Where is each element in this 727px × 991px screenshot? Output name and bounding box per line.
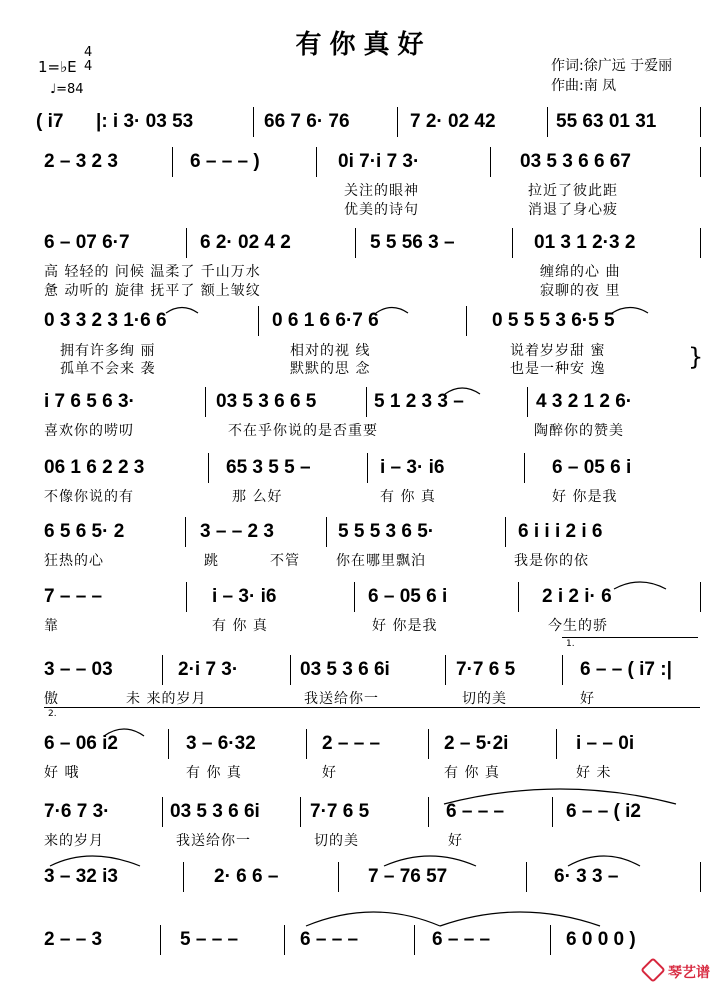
measure: 5 5 5 3 6 5· [338,521,435,542]
slur-arc [445,388,480,394]
lyric-line: 好 [580,691,595,707]
measure: 2 – 3 2 3 [44,151,118,172]
lyric-line: 好 [322,765,337,781]
measure: 6 i i i 2 i 6 [518,521,603,542]
measure: 3 – – 2 3 [200,521,274,542]
measure: 6 – 06 i2 [44,733,118,754]
lyric-line: 我送给你一 [176,833,251,849]
slur-arc [612,308,648,314]
slur-arc [444,789,676,804]
measure: 06 1 6 2 2 3 [44,457,145,478]
song-title: 有你真好 [295,30,432,60]
slur-arc [50,856,140,866]
measure: 6 5 6 5· 2 [44,521,125,542]
measure: i – – 0i [576,733,635,754]
lyric-line: 你在哪里飘泊 [336,553,426,569]
lyric-line: 消退了身心疲 [528,202,618,218]
volta-1-label: 1. [566,639,575,649]
measure: i – 3· i6 [212,586,277,607]
slur-arc [568,856,640,866]
measure: 3 – 32 i3 [44,866,118,887]
lyric-line: 默默的思 念 [290,361,371,377]
lyric-line: 有 你 真 [380,489,436,505]
slur-arc [166,308,198,314]
measure: 6 – – – [446,801,505,822]
measure: 0 6 1 6 6·7 6 [272,310,379,331]
time-signature: 4 4 [84,45,93,74]
lyric-line: 有 你 真 [444,765,500,781]
measure: 03 5 3 6 6i [300,659,390,680]
lyric-line: 靠 [44,618,59,634]
lyric-line: 不像你说的有 [44,489,134,505]
measure: 6 – – ( i7 :| [580,659,672,680]
measure: 2 – – 3 [44,929,103,950]
lyric-line: 拉近了彼此距 [528,183,618,199]
lyricist-credit: 作词:徐广远 于爱丽 [551,58,673,74]
lyric-line: 傲 [44,691,59,707]
measure: 6 – 07 6·7 [44,232,130,253]
measure: 6· 3 3 – [554,866,619,887]
lyric-line: 有 你 真 [212,618,268,634]
lyric-line: 跳 [204,553,219,569]
measure: i – 3· i6 [380,457,445,478]
slur-arc [306,912,440,926]
measure: 0i 7·i 7 3· [338,151,420,172]
measure: 6 0 0 0 ) [566,929,636,950]
measure: 6 – 05 6 i [552,457,632,478]
qinyipu-logo-icon [640,957,665,982]
lyric-line: 不管 [270,553,300,569]
measure: 3 – – 03 [44,659,113,680]
measure: 6 – – – [432,929,491,950]
measure: 7·7 6 5 [456,659,516,680]
measure: 7 – 76 57 [368,866,448,887]
measure: 4 3 2 1 2 6· [536,391,633,412]
measure: 5 1 2 3 3 – [374,391,464,412]
lyric-line: 切的美 [314,833,359,849]
measure: 03 5 3 6 6 67 [520,151,631,172]
measure: 0 3 3 2 3 1·6 6 [44,310,167,331]
slur-arc [614,582,666,589]
slur-arc [376,308,408,314]
composer-credit: 作曲:南 凤 [551,78,617,94]
lyric-line: 我送给你一 [304,691,379,707]
lyric-line: 好 [448,833,463,849]
measure: 7 2· 02 42 [410,111,496,132]
lyric-line: 关注的眼神 [344,183,419,199]
measure: 6 – 05 6 i [368,586,448,607]
measure: 2 – – – [322,733,381,754]
lyric-line: 陶醉你的赞美 [534,423,624,439]
measure: ( i7 [36,111,64,132]
measure: 65 3 5 5 – [226,457,311,478]
lyric-line: 切的美 [462,691,507,707]
lyric-line: 相对的视 线 [290,343,371,359]
measure: 2· 6 6 – [214,866,279,887]
lyric-line: 寂聊的夜 里 [540,283,621,299]
measure: |: i 3· 03 53 [96,111,194,132]
lyric-line: 高 轻轻的 问候 温柔了 千山万水 [44,264,261,280]
lyric-line: 喜欢你的唠叨 [44,423,134,439]
lyric-line: 好 未 [576,765,612,781]
key-signature: 1=♭E [38,58,77,76]
measure: 0 5 5 5 3 6·5 5 [492,310,615,331]
measure: 6 – – ( i2 [566,801,641,822]
lyric-line: 那 么好 [232,489,283,505]
measure: 55 63 01 31 [556,111,657,132]
measure: 7 – – – [44,586,103,607]
lyric-line: 说着岁岁甜 蜜 [510,343,606,359]
measure: 03 5 3 6 6i [170,801,260,822]
volta-2-label: 2. [48,709,57,719]
lyric-line: 未 来的岁月 [126,691,207,707]
measure: 2 – 5·2i [444,733,509,754]
measure: 01 3 1 2·3 2 [534,232,636,253]
lyric-line: 缠绵的心 曲 [540,264,621,280]
slur-arc [440,912,600,926]
lyric-line: 好 你是我 [372,618,438,634]
lyric-line: 有 你 真 [186,765,242,781]
brace-right: } [688,343,705,371]
measure: 5 – – – [180,929,239,950]
tempo-marking: ♩=84 [50,82,84,97]
lyric-line: 我是你的依 [514,553,589,569]
slur-arc [104,729,144,736]
watermark-logo: 琴艺谱 [644,961,710,982]
measure: 7·7 6 5 [310,801,370,822]
slur-arc [384,856,476,866]
measure: 3 – 6·32 [186,733,256,754]
lyric-line: 孤单不会来 袭 [60,361,156,377]
measure: i 7 6 5 6 3· [44,391,135,412]
lyric-line: 惫 动听的 旋律 抚平了 额上皱纹 [44,283,261,299]
lyric-line: 也是一种安 逸 [510,361,606,377]
lyric-line: 来的岁月 [44,833,104,849]
measure: 03 5 3 6 6 5 [216,391,317,412]
lyric-line: 拥有许多绚 丽 [60,343,156,359]
measure: 6 – – – [300,929,359,950]
measure: 66 7 6· 76 [264,111,350,132]
measure: 5 5 56 3 – [370,232,455,253]
lyric-line: 不在乎你说的是否重要 [228,423,378,439]
lyric-line: 今生的骄 [548,618,608,634]
measure: 2·i 7 3· [178,659,239,680]
lyric-line: 狂热的心 [44,553,104,569]
lyric-line: 优美的诗句 [344,202,419,218]
lyric-line: 好 哦 [44,765,80,781]
measure: 6 – – – ) [190,151,260,172]
measure: 7·6 7 3· [44,801,110,822]
measure: 2 i 2 i· 6 [542,586,612,607]
measure: 6 2· 02 4 2 [200,232,291,253]
lyric-line: 好 你是我 [552,489,618,505]
